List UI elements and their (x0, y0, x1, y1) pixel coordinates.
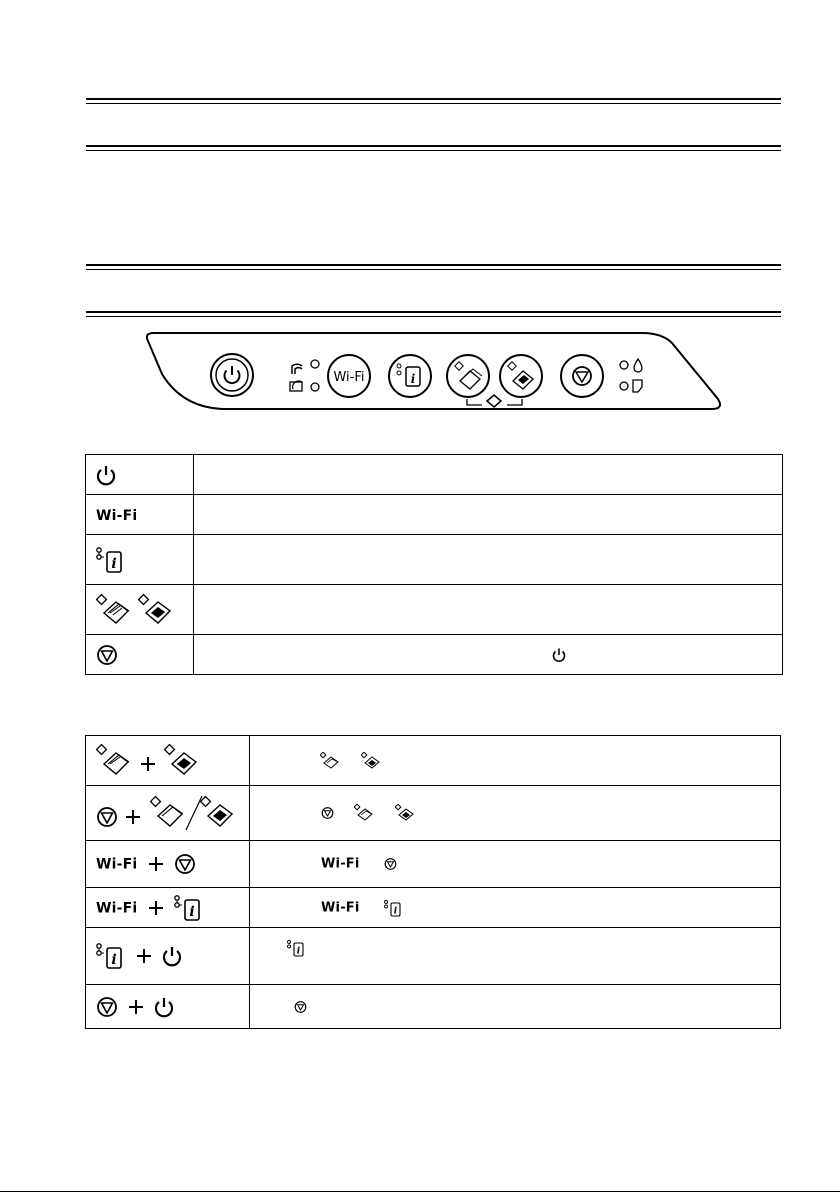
section-rule-mid-2 (86, 311, 781, 317)
icon-cell (86, 455, 194, 495)
description-cell (250, 888, 781, 928)
wifi-label: Wi-Fi (96, 508, 138, 524)
plus-icon (136, 948, 152, 964)
combo-cell (86, 888, 250, 928)
svg-text:Wi-Fi: Wi-Fi (333, 370, 365, 385)
svg-text:i: i (410, 372, 416, 386)
button-table (85, 454, 783, 675)
stop-icon (294, 1000, 307, 1013)
table-row (86, 635, 783, 675)
power-icon (162, 945, 182, 967)
wifi-label: Wi-Fi (96, 900, 138, 916)
svg-text:i: i (111, 952, 117, 968)
section-rule-top-2 (86, 145, 781, 151)
wifi-label: Wi-Fi (321, 856, 360, 872)
table-row (86, 585, 783, 635)
combo-cell (86, 736, 250, 786)
svg-text:i: i (111, 555, 117, 572)
color-copy-icon (201, 797, 232, 826)
description-cell (250, 985, 781, 1029)
description-cell (250, 786, 781, 841)
color-copy-icon (395, 804, 415, 822)
description-cell (194, 495, 783, 535)
bw-copy-icon (320, 752, 340, 770)
network-status-icon (96, 546, 126, 574)
color-copy-button[interactable] (500, 355, 542, 397)
stop-icon (98, 808, 116, 826)
wifi-status-icon (292, 360, 319, 374)
bw-copy-icon (151, 797, 183, 826)
color-copy-icon (361, 752, 381, 770)
combo-cell (86, 841, 250, 888)
stop-icon (96, 644, 118, 666)
power-icon (96, 464, 116, 486)
paper-light (620, 380, 642, 392)
svg-text:i: i (393, 906, 398, 916)
bw-copy-icon (97, 594, 129, 622)
description-cell (250, 736, 781, 786)
power-icon (154, 996, 174, 1018)
section-rule-top-1 (86, 98, 781, 104)
description-cell (250, 928, 781, 985)
table-row (86, 928, 781, 985)
stop-icon (96, 996, 118, 1018)
slash-divider (186, 796, 202, 830)
network-status-button[interactable] (389, 355, 431, 397)
network-status-icon (96, 942, 126, 970)
color-copy-icon (139, 594, 170, 622)
table-row (86, 455, 783, 495)
bw-plus-color-copy-icon (96, 743, 206, 779)
network-status-icon (384, 899, 402, 917)
power-icon (552, 647, 566, 662)
plus-icon (126, 810, 140, 824)
icon-cell (86, 585, 194, 635)
wifi-label: Wi-Fi (321, 900, 360, 915)
control-panel-drawing (142, 329, 732, 413)
table-row (86, 535, 783, 585)
section-rule-mid-1 (86, 264, 781, 270)
combo-cell (86, 928, 250, 985)
table-row (86, 736, 781, 786)
description-cell (194, 585, 783, 635)
description-cell (194, 455, 783, 495)
plus-icon (148, 900, 164, 916)
copy-buttons-icon (96, 593, 176, 627)
stop-button[interactable] (561, 355, 603, 397)
network-status-icon (174, 894, 204, 922)
icon-cell (86, 635, 194, 675)
combo-cell (86, 786, 250, 841)
icon-cell (86, 495, 194, 535)
icon-cell (86, 535, 194, 585)
network-status-icon (287, 939, 305, 957)
wifi-direct-status-icon (290, 381, 319, 391)
copy-combination-bracket (467, 395, 522, 407)
stop-icon (174, 853, 196, 875)
plus-icon (148, 856, 164, 872)
color-copy-icon (165, 744, 196, 773)
description-cell (250, 841, 781, 888)
stop-icon (384, 858, 397, 871)
table-row (86, 841, 781, 888)
stop-icon (321, 807, 334, 820)
plus-icon (141, 757, 155, 771)
bw-copy-button[interactable] (447, 355, 489, 397)
wifi-label: Wi-Fi (96, 856, 138, 873)
table-row (86, 786, 781, 841)
combo-cell (86, 985, 250, 1029)
control-panel-illustration (142, 329, 732, 413)
table-row (86, 495, 783, 535)
ink-light (620, 359, 642, 372)
plus-icon (128, 999, 144, 1015)
button-combination-table (85, 735, 781, 1029)
table-row (86, 888, 781, 928)
wifi-button[interactable] (328, 355, 370, 397)
bw-copy-icon (97, 744, 129, 773)
stop-plus-copy-icon (96, 792, 246, 834)
svg-text:i: i (296, 946, 301, 957)
power-button[interactable] (211, 354, 253, 396)
description-cell (194, 635, 783, 675)
svg-text:i: i (188, 903, 195, 920)
table-row (86, 985, 781, 1029)
bw-copy-icon (354, 804, 374, 822)
description-cell (194, 535, 783, 585)
